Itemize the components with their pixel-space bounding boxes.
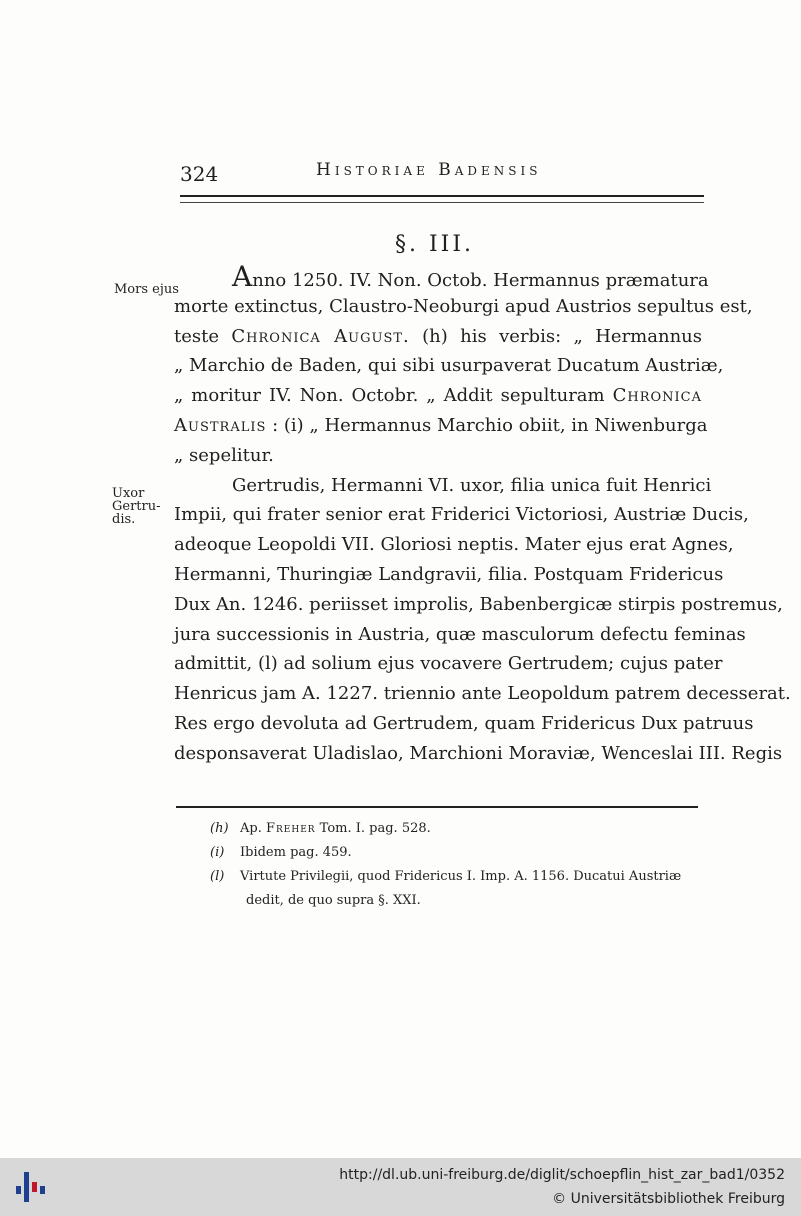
body-text — [174, 260, 791, 769]
text-line: admittit, (l) ad solium ejus vocavere Gertrudem; cujus pater — [174, 653, 723, 675]
margin-note-line: Gertru- — [112, 499, 161, 514]
text-line: Henricus jam A. 1227. triennio ante Leopoldum patrem decesserat. — [174, 683, 791, 705]
text-line: Gertrudis, Hermanni VI. uxor, filia unica fuit Henrici — [232, 474, 712, 496]
margin-note-uxor — [112, 487, 161, 526]
text-line: desponsaverat Uladislao, Marchioni Moraviæ, Wenceslai III. Regis — [174, 742, 783, 764]
footnote-l-continued: dedit, de quo supra §. XXI. — [246, 893, 421, 908]
permalink-url[interactable]: http://dl.ub.uni-freiburg.de/diglit/schoepflin_hist_zar_bad1/0352 — [339, 1167, 785, 1183]
margin-note-line: dis. — [112, 512, 136, 527]
page-number: 324 — [180, 162, 219, 186]
text-line: „ Marchio de Baden, qui sibi usurpaverat Ducatum Austriæ, — [174, 355, 724, 377]
header-rule-thin — [180, 202, 704, 203]
text-line: Impii, qui frater senior erat Friderici Victoriosi, Austriæ Ducis, — [174, 504, 749, 526]
text-line: Dux An. 1246. periisset improlis, Babenbergicæ stirpis postremus, — [174, 593, 783, 615]
footnotes — [210, 817, 700, 913]
text-line: adeoque Leopoldi VII. Gloriosi neptis. Mater ejus erat Agnes, — [174, 534, 734, 556]
viewer-footer — [0, 1158, 801, 1216]
footnote-i: (i) Ibidem pag. 459. — [210, 845, 352, 860]
margin-note-line: Uxor — [112, 486, 145, 501]
copyright-notice: © Universitätsbibliothek Freiburg — [552, 1191, 785, 1207]
text-line: teste Chronica August. (h) his verbis: „ Hermannus — [174, 325, 702, 347]
text-line: Australis : (i) „ Hermannus Marchio obiit, in Niwenburga — [174, 414, 708, 436]
footnote-rule — [176, 806, 698, 808]
drop-cap: A — [232, 260, 253, 293]
header-rule — [180, 195, 704, 197]
ub-freiburg-logo-icon — [12, 1168, 52, 1206]
page-header — [178, 160, 703, 184]
margin-note-mors: Mors ejus — [114, 282, 179, 297]
section-heading: §. III. — [395, 232, 475, 257]
running-title: Historiae Badensis — [316, 160, 542, 180]
text-line: „ moritur IV. Non. Octobr. „ Addit sepulturam Chronica — [174, 385, 702, 407]
text-line: jura successionis in Austria, quæ masculorum defectu feminas — [174, 623, 746, 645]
footnote-h: (h) Ap. Freher Tom. I. pag. 528. — [210, 821, 431, 836]
text-line: morte extinctus, Claustro-Neoburgi apud Austrios sepultus est, — [174, 295, 753, 317]
text-line: Anno 1250. IV. Non. Octob. Hermannus præmatura — [232, 260, 709, 293]
text-line: Hermanni, Thuringiæ Landgravii, filia. Postquam Fridericus — [174, 563, 724, 585]
footnote-l: (l) Virtute Privilegii, quod Fridericus I. Imp. A. 1156. Ducatui Austriæ — [210, 869, 682, 884]
text-line: Res ergo devoluta ad Gertrudem, quam Fridericus Dux patruus — [174, 712, 754, 734]
text-line: „ sepelitur. — [174, 444, 274, 466]
